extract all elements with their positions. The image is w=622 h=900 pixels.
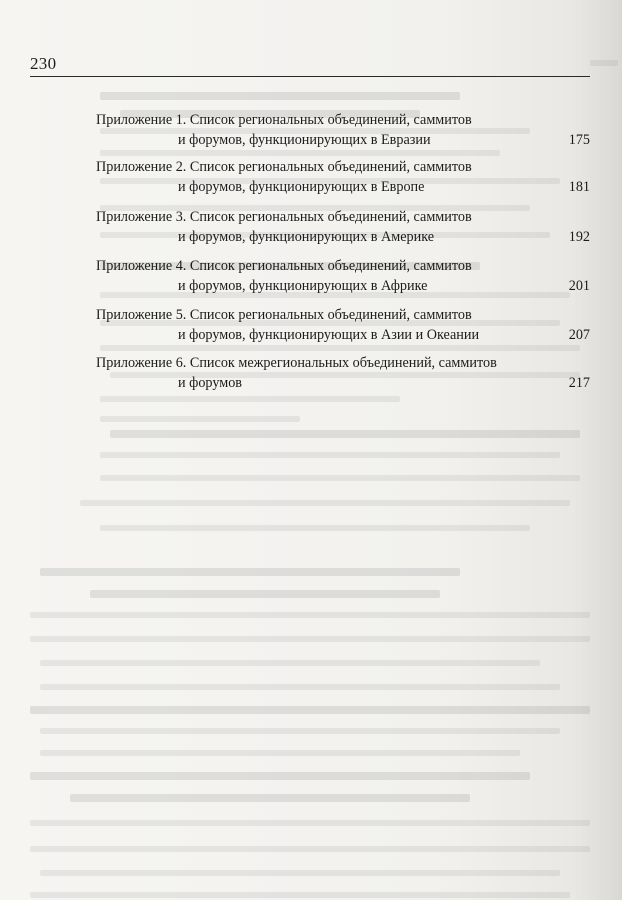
toc-entry-title-continued: и форумов, функционирующих в Евразии (178, 132, 431, 148)
toc-entry-appendix-4[interactable] (96, 256, 590, 296)
toc-page-number: 217 (568, 375, 590, 391)
toc-entry-title-continued: и форумов, функционирующих в Америке (178, 229, 435, 245)
toc-entry-appendix-6[interactable] (96, 353, 590, 393)
toc-entry-title-continued: и форумов (178, 375, 243, 391)
toc-entry-title: Приложение 3. Список региональных объединений, саммитов (96, 209, 472, 225)
toc-entry-appendix-2[interactable] (96, 157, 590, 197)
toc-page-number: 192 (568, 229, 590, 245)
toc-entry-title: Приложение 2. Список региональных объединений, саммитов (96, 159, 472, 175)
toc-page-number: 181 (568, 179, 590, 195)
toc-entry-title: Приложение 4. Список региональных объединений, саммитов (96, 258, 472, 274)
toc-entry-title-continued: и форумов, функционирующих в Азии и Океании (178, 327, 480, 343)
page-number: 230 (30, 54, 57, 73)
toc-entry-appendix-3[interactable] (96, 207, 590, 247)
toc-page-number: 175 (568, 132, 590, 148)
toc-entry-title-continued: и форумов, функционирующих в Африке (178, 278, 428, 294)
toc-entry-title: Приложение 6. Список межрегиональных объединений, саммитов (96, 355, 497, 371)
toc-entry-title: Приложение 5. Список региональных объединений, саммитов (96, 307, 472, 323)
toc-page-number: 207 (568, 327, 590, 343)
toc-entry-appendix-1[interactable] (96, 110, 590, 150)
toc-page-number: 201 (568, 278, 590, 294)
toc-entry-title: Приложение 1. Список региональных объединений, саммитов (96, 112, 472, 128)
toc-entry-title-continued: и форумов, функционирующих в Европе (178, 179, 425, 195)
toc-entry-appendix-5[interactable] (96, 305, 590, 345)
